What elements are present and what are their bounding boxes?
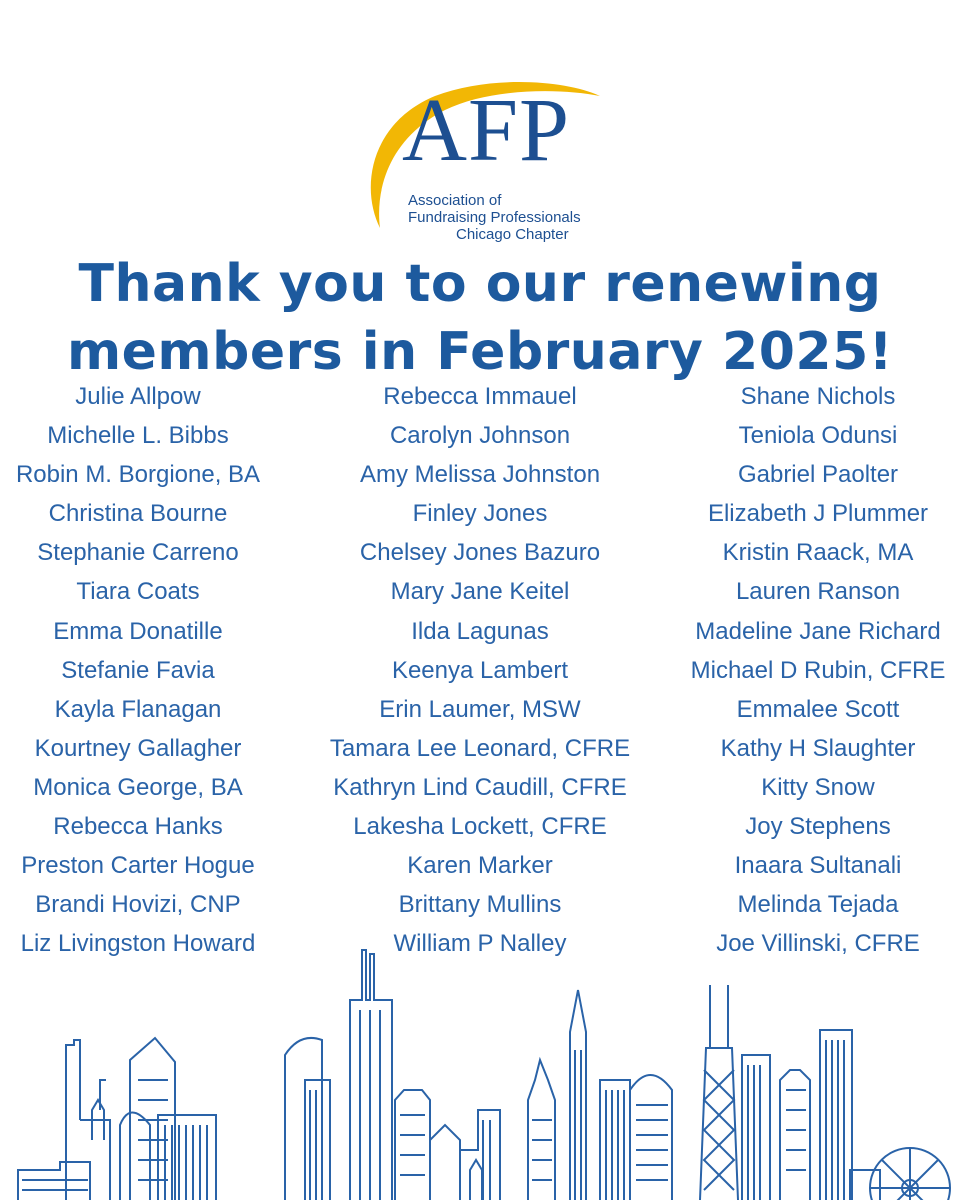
member-name: Julie Allpow bbox=[75, 383, 201, 410]
member-name: Madeline Jane Richard bbox=[695, 617, 941, 645]
member-name: Erin Laumer, MSW bbox=[379, 695, 581, 723]
headline-line-1: Thank you to our renewing bbox=[78, 254, 882, 314]
member-name: Elizabeth J Plummer bbox=[707, 500, 929, 528]
member-column-3 bbox=[658, 377, 960, 963]
member-name: Rebecca Immauel bbox=[383, 383, 577, 410]
member-name: Stefanie Favia bbox=[61, 656, 215, 684]
member-name: Inaara Sultanali bbox=[734, 852, 902, 880]
member-name: Finley Jones bbox=[412, 500, 548, 528]
member-name: Christina Bourne bbox=[48, 500, 228, 528]
member-name: Emma Donatille bbox=[53, 617, 223, 645]
member-name: Liz Livingston Howard bbox=[20, 930, 256, 958]
headline-line-2: members in February 2025! bbox=[66, 322, 893, 382]
afp-logo bbox=[360, 78, 610, 248]
member-name: Lauren Ranson bbox=[735, 578, 901, 606]
member-name: Kitty Snow bbox=[761, 773, 875, 801]
member-name: William P Nalley bbox=[393, 930, 567, 958]
member-name: Ilda Lagunas bbox=[411, 617, 549, 645]
member-name: Amy Melissa Johnston bbox=[359, 461, 601, 489]
chicago-skyline-icon bbox=[0, 940, 960, 1200]
member-name: Rebecca Hanks bbox=[53, 813, 223, 841]
member-name: Robin M. Borgione, BA bbox=[15, 461, 261, 489]
member-name: Preston Carter Hogue bbox=[21, 852, 255, 880]
member-name: Teniola Odunsi bbox=[738, 422, 898, 450]
member-name: Mary Jane Keitel bbox=[390, 578, 570, 606]
member-column-1 bbox=[0, 377, 298, 963]
member-name: Emmalee Scott bbox=[736, 695, 900, 723]
member-name: Kourtney Gallagher bbox=[34, 734, 242, 762]
logo-letters: AFP bbox=[402, 81, 571, 180]
member-name: Michael D Rubin, CFRE bbox=[690, 656, 946, 684]
member-name: Karen Marker bbox=[407, 852, 553, 880]
member-name: Melinda Tejada bbox=[737, 891, 899, 919]
logo-line-3: Chicago Chapter bbox=[456, 226, 569, 243]
member-name: Chelsey Jones Bazuro bbox=[359, 539, 601, 567]
member-name: Brittany Mullins bbox=[398, 891, 562, 919]
logo-line-1: Association of bbox=[408, 192, 502, 209]
member-name: Tamara Lee Leonard, CFRE bbox=[329, 734, 631, 762]
member-name: Lakesha Lockett, CFRE bbox=[353, 813, 607, 841]
logo-line-2: Fundraising Professionals bbox=[408, 209, 581, 226]
member-name: Kristin Raack, MA bbox=[722, 539, 914, 567]
member-name: Gabriel Paolter bbox=[737, 461, 899, 489]
member-name: Stephanie Carreno bbox=[37, 539, 239, 567]
page-title bbox=[0, 250, 960, 386]
member-name: Kathryn Lind Caudill, CFRE bbox=[333, 773, 627, 801]
member-name: Brandi Hovizi, CNP bbox=[35, 891, 241, 919]
member-name: Michelle L. Bibbs bbox=[47, 422, 229, 450]
member-name: Shane Nichols bbox=[740, 383, 896, 410]
member-column-2 bbox=[320, 377, 640, 963]
member-name: Kathy H Slaughter bbox=[720, 734, 916, 762]
member-name: Carolyn Johnson bbox=[389, 422, 571, 450]
member-name: Joe Villinski, CFRE bbox=[716, 930, 920, 958]
member-name: Kayla Flanagan bbox=[54, 695, 222, 723]
member-name: Keenya Lambert bbox=[391, 656, 569, 684]
member-name: Joy Stephens bbox=[745, 813, 891, 841]
member-name: Tiara Coats bbox=[76, 578, 200, 606]
member-name: Monica George, BA bbox=[33, 773, 243, 801]
